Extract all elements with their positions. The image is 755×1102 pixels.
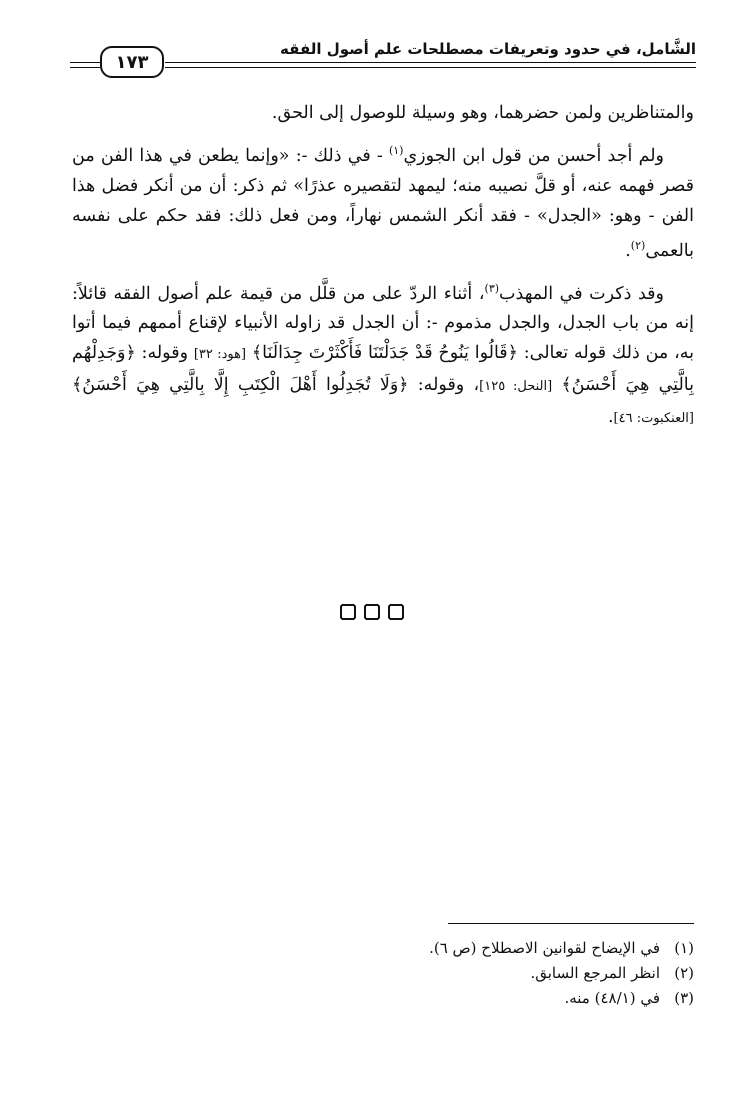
- quran-reference: [العنكبوت: ٤٦]: [613, 411, 694, 427]
- main-text: [72, 98, 694, 442]
- text-run: والمتناظرين ولمن حضرهما، وهو وسيلة للوصول إلى الحق.: [271, 103, 694, 123]
- text-run: ولم أجد أحسن من قول ابن الجوزي: [403, 145, 664, 166]
- footnote-number: (٢): [674, 964, 694, 982]
- header-rule: [165, 62, 696, 63]
- paragraph: [72, 274, 694, 435]
- page-header: [70, 38, 696, 82]
- footnote-text: في الإيضاح لقوانين الاصطلاح (ص ٦).: [429, 939, 660, 957]
- footnote-text: في (٤٨/١) منه.: [564, 989, 660, 1007]
- footnote-number: (٣): [674, 989, 694, 1007]
- footnote-ref: (٣): [484, 281, 500, 295]
- footnote-separator: [448, 923, 694, 924]
- text-run: - في ذلك -: «وإنما يطعن في هذا الفن من قصر فهمه عنه، أو قلَّ نصيبه منه؛ ليمهد لتقصيره عذرًا» ثم ذكر: أن من أنكر فضل هذا الفن - وهو: «الجدل» - فقد أنكر الشمس نهاراً، ومن فعل ذلك: فقد حكم على نفسه بالعمى: [72, 145, 694, 261]
- text-run: .: [625, 240, 631, 261]
- paragraph: [72, 136, 694, 266]
- footnote-text: انظر المرجع السابق.: [530, 964, 660, 982]
- header-rule: [70, 67, 100, 68]
- footnote: [300, 986, 694, 1011]
- running-title: الشَّامل، في حدود وتعريفات مصطلحات علم أصول الفقه: [280, 40, 696, 58]
- text-run: .: [607, 407, 614, 428]
- footnote-ref: (٢): [630, 238, 646, 252]
- header-rule: [70, 62, 100, 63]
- section-end-mark: [340, 604, 404, 620]
- text-run: ، وقوله: ﴿وَلَا تُجَدِلُوا أَهْلَ الْكِتَبِ إِلَّا بِالَّتِي هِيَ أَحْسَنُ﴾: [72, 375, 480, 396]
- paragraph: [72, 98, 694, 128]
- quran-reference: [هود: ٣٢]: [193, 347, 247, 363]
- header-rule: [165, 67, 696, 68]
- quran-reference: [النحل: ١٢٥]: [479, 379, 553, 395]
- footnote-ref: (١): [388, 144, 404, 157]
- footnote-number: (١): [674, 939, 694, 957]
- text-run: وقد ذكرت في المهذب: [499, 283, 665, 304]
- footnote: [300, 936, 694, 961]
- footnotes: [300, 936, 694, 1011]
- footnote: [300, 961, 694, 986]
- page-number: ١٧٣: [100, 46, 164, 78]
- square-ornament-icon: [388, 604, 404, 620]
- text-run: وقوله: ﴿وَجَدِلْهُم بِالَّتِي هِيَ أَحْسَنُ﴾: [72, 343, 694, 396]
- text-run: ، أثناء الردّ على من قلَّل من قيمة علم أصول الفقه قائلاً: إنه من باب الجدل، والجدل مذموم -: أن الجدل قد زاوله الأنبياء لإقناع أممهم فيما أتوا به، من ذلك قوله تعالى: ﴿قَالُوا يَنُوحُ قَدْ جَدَلْتَنَا فَأَكْثَرْتَ جِدَالَنَا﴾: [72, 283, 694, 364]
- square-ornament-icon: [340, 604, 356, 620]
- square-ornament-icon: [364, 604, 380, 620]
